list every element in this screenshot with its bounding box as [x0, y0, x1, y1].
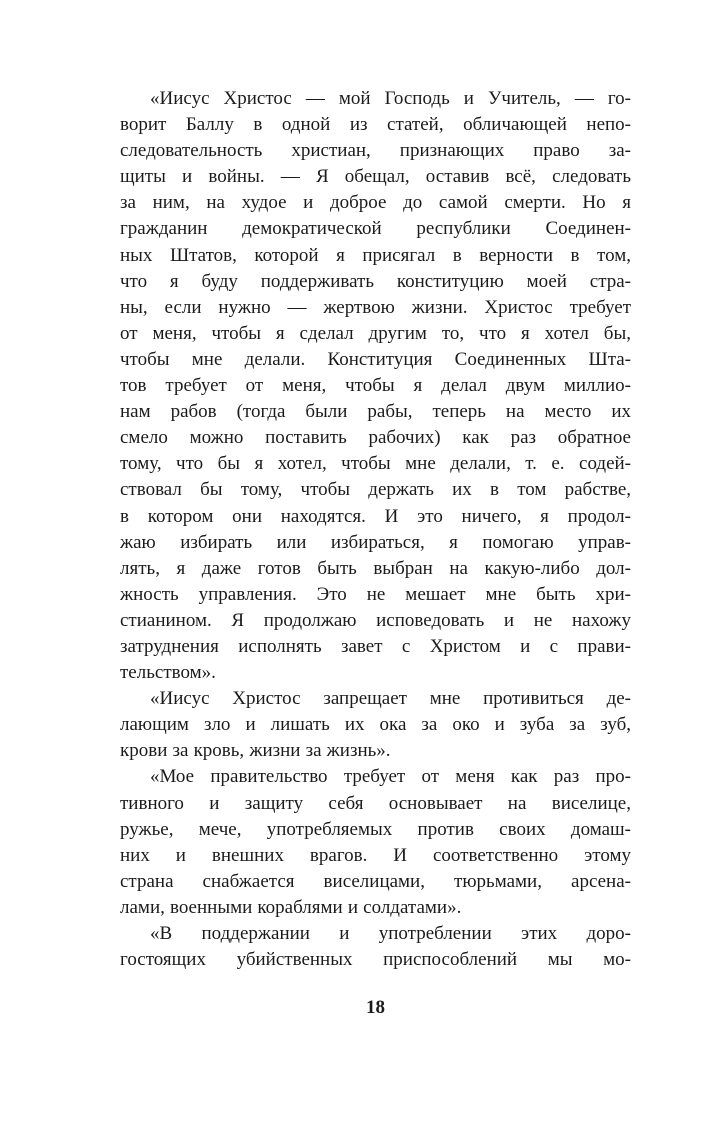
text-line: тому, что бы я хотел, чтобы мне делали, т. е. содей-: [120, 453, 631, 475]
text-line: ворит Баллу в одной из статей, обличающей непо-: [120, 114, 631, 136]
text-line: тивного и защиту себя основывает на виселице,: [120, 792, 631, 814]
text-line: за ним, на худое и доброе до самой смерти. Но я: [120, 192, 631, 214]
text-line: страна снабжается виселицами, тюрьмами, арсена-: [120, 870, 631, 892]
text-line: в котором они находятся. И это ничего, я продол-: [120, 505, 631, 527]
text-line: лающим зло и лишать их ока за око и зуба за зуб,: [120, 714, 631, 736]
text-line: лами, военными кораблями и солдатами».: [120, 896, 462, 918]
text-line: что я буду поддерживать конституцию моей стра-: [120, 270, 631, 292]
text-line: следовательность христиан, признающих право за-: [120, 140, 631, 162]
paragraph: [120, 686, 631, 764]
page-number: 18: [366, 997, 385, 1018]
text-line: тов требует от меня, чтобы я делал двум миллио-: [120, 375, 631, 397]
text-line: стианином. Я продолжаю исповедовать и не нахожу: [120, 609, 631, 631]
text-line: от меня, чтобы я сделал другим то, что я хотел бы,: [120, 322, 631, 344]
text-line: «В поддержании и употреблении этих доро-: [150, 923, 631, 944]
text-line: ных Штатов, которой я присягал в верности в том,: [120, 244, 631, 266]
text-line: жность управления. Это не мешает мне быть хри-: [120, 583, 631, 605]
paragraph: [120, 764, 631, 921]
page-text: [120, 86, 631, 973]
text-line: чтобы мне делали. Конституция Соединенных Шта-: [120, 348, 631, 370]
text-line: «Мое правительство требует от меня как раз про-: [150, 766, 631, 788]
paragraph: [120, 921, 631, 973]
text-line: жаю избирать или избираться, я помогаю управ-: [120, 531, 631, 553]
text-line: «Иисус Христос — мой Господь и Учитель, — го-: [150, 88, 631, 109]
text-line: ружье, мече, употребляемых против своих домаш-: [120, 818, 631, 840]
text-line: затруднения исполнять завет с Христом и с прави-: [120, 635, 631, 657]
text-line: ны, если нужно — жертвою жизни. Христос требует: [120, 296, 631, 318]
paragraph: [120, 86, 631, 686]
text-line: лять, я даже готов быть выбран на какую-либо дол-: [120, 557, 631, 579]
text-line: «Иисус Христос запрещает мне противиться де-: [150, 688, 631, 710]
text-line: нам рабов (тогда были рабы, теперь на место их: [120, 401, 631, 423]
text-line: тельством».: [120, 662, 216, 684]
text-line: смело можно поставить рабочих) как раз обратное: [120, 427, 631, 449]
text-line: гражданин демократической республики Соединен-: [120, 218, 631, 240]
text-line: гостоящих убийственных приспособлений мы мо-: [120, 949, 631, 971]
text-line: крови за кровь, жизни за жизнь».: [120, 740, 391, 762]
text-line: них и внешних врагов. И соответственно этому: [120, 844, 631, 866]
text-line: щиты и войны. — Я обещал, оставив всё, следовать: [120, 166, 631, 188]
text-line: ствовал бы тому, чтобы держать их в том рабстве,: [120, 479, 631, 501]
